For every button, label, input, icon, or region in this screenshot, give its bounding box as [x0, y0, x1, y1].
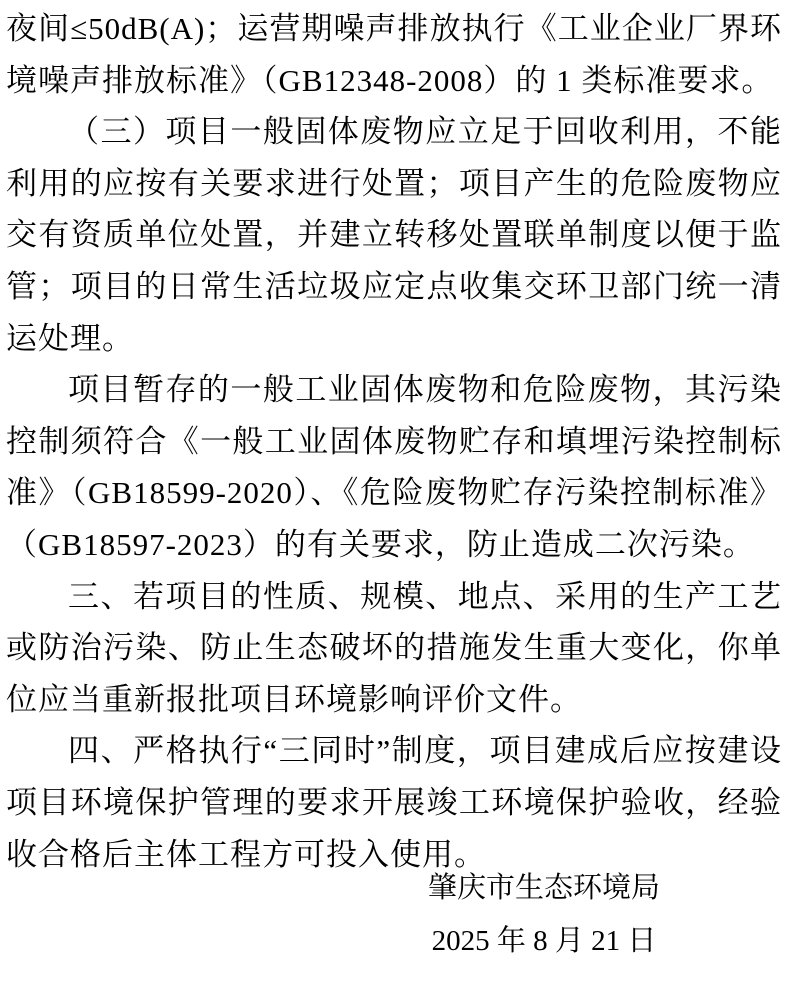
issue-date: 2025 年 8 月 21 日 — [431, 925, 657, 957]
signature-block — [428, 862, 660, 968]
paragraph-major-change-reapproval: 三、若项目的性质、规模、地点、采用的生产工艺或防治污染、防止生态破坏的措施发生重大变化，你单位应当重新报批项目环境影响评价文件。 — [6, 578, 782, 717]
issuer-name: 肇庆市生态环境局 — [427, 872, 660, 904]
paragraph-waste-storage-standards: 项目暂存的一般工业固体废物和危险废物，其污染控制须符合《一般工业固体废物贮存和填埋污染控制标准》（GB18599-2020）、《危险废物贮存污染控制标准》（GB18597-2023）的有关要求，防止造成二次污染。 — [6, 372, 782, 562]
paragraph-solid-waste: （三）项目一般固体废物应立足于回收利用，不能利用的应按有关要求进行处置；项目产生的危险废物应交有资质单位处置，并建立转移处置联单制度以便于监管；项目的日常生活垃圾应定点收集交环卫部门统一清运处理。 — [6, 114, 782, 356]
document-body — [6, 3, 782, 880]
paragraph-three-simultaneity: 四、严格执行“三同时”制度，项目建成后应按建设项目环境保护管理的要求开展竣工环境保护验收，经验收合格后主体工程方可投入使用。 — [6, 733, 782, 872]
paragraph-noise-standard: 夜间≤50dB(A)；运营期噪声排放执行《工业企业厂界环境噪声排放标准》（GB12348-2008）的 1 类标准要求。 — [6, 11, 782, 98]
